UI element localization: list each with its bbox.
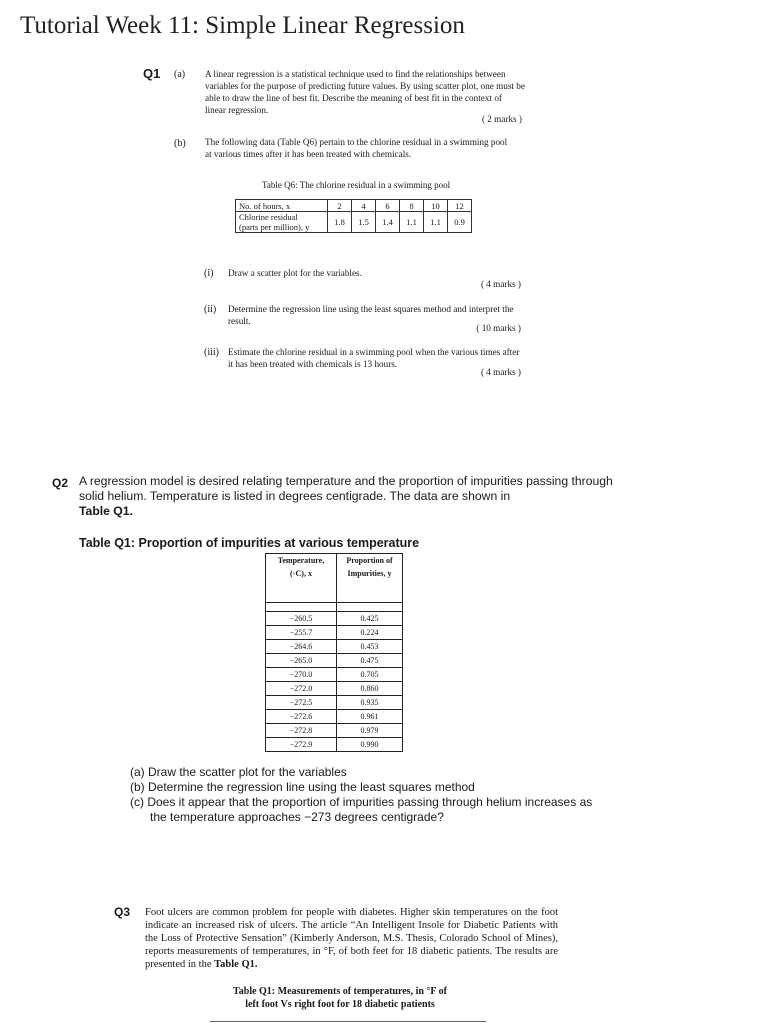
- q6-row-hours: [236, 200, 472, 212]
- temperature-cell: −260.5: [266, 612, 337, 626]
- q6-x-cell: 12: [448, 200, 472, 212]
- impurities-row: [266, 626, 403, 640]
- impurities-row: [266, 640, 403, 654]
- impurity-cell: 0.705: [337, 668, 403, 682]
- impurities-row: [266, 612, 403, 626]
- temperature-cell: −264.6: [266, 640, 337, 654]
- q6-row-residual: [236, 212, 472, 233]
- q2-items: [130, 765, 592, 825]
- q1b-marker: (b): [174, 138, 186, 149]
- q6-table-caption: Table Q6: The chlorine residual in a swimming pool: [262, 180, 451, 190]
- q2-table-caption: Table Q1: Proportion of impurities at various temperature: [79, 536, 420, 550]
- q3-table-caption: [190, 985, 490, 1011]
- temperature-header: [266, 554, 337, 603]
- q2-item-a: (a) Draw the scatter plot for the variables: [130, 765, 347, 779]
- q6-x-cell: 10: [424, 200, 448, 212]
- q2-text: [79, 474, 639, 519]
- impurities-header-line2: Impurities, y: [347, 569, 392, 578]
- temperature-cell: −272.6: [266, 710, 337, 724]
- impurities-row: [266, 724, 403, 738]
- q1b-ii-marks: ( 10 marks ): [476, 323, 521, 333]
- impurity-cell: 0.961: [337, 710, 403, 724]
- q6-x-cell: 2: [328, 200, 352, 212]
- q1b-i-marks: ( 4 marks ): [480, 279, 521, 289]
- q1b-iii-text: Estimate the chlorine residual in a swimming pool when the various times after it has been treated with chemicals is 13 hours.: [228, 347, 520, 369]
- impurity-cell: 0.425: [337, 612, 403, 626]
- impurities-row: [266, 738, 403, 752]
- q6-x-cell: 4: [352, 200, 376, 212]
- q6-y-cell: 1.8: [328, 212, 352, 233]
- q2-text-body: A regression model is desired relating temperature and the proportion of impurities passing through solid helium. Temperature is listed in degrees centigrade. The data are shown in: [79, 474, 613, 503]
- q2-item-c: (c) Does it appear that the proportion of impurities passing through helium increases as: [130, 795, 593, 809]
- q6-y-cell: 1.4: [376, 212, 400, 233]
- q3-text: [145, 906, 558, 971]
- impurity-cell: 0.860: [337, 682, 403, 696]
- temperature-cell: −272.5: [266, 696, 337, 710]
- temperature-cell: −272.9: [266, 738, 337, 752]
- q1a-marker: (a): [174, 69, 186, 80]
- q1b-ii-text: Determine the regression line using the least squares method and interpret the result.: [228, 304, 514, 326]
- q3-caption-line1: Table Q1: Measurements of temperatures, in °F of: [233, 986, 447, 997]
- temperature-cell: −255.7: [266, 626, 337, 640]
- temperature-header-line1: Temperature,: [277, 556, 325, 565]
- q6-hours-label: No. of hours, x: [236, 200, 328, 212]
- impurity-cell: 0.935: [337, 696, 403, 710]
- table-top-rule: [210, 1021, 486, 1022]
- impurities-header-line1: Proportion of: [346, 556, 393, 565]
- temperature-cell: −272.0: [266, 682, 337, 696]
- impurity-cell: 0.990: [337, 738, 403, 752]
- q6-y-cell: 0.9: [448, 212, 472, 233]
- q3-label: Q3: [114, 905, 131, 919]
- page-title: Tutorial Week 11: Simple Linear Regression: [20, 12, 465, 39]
- q1b-iii-marker: (iii): [204, 347, 219, 358]
- temperature-cell: −265.0: [266, 654, 337, 668]
- impurities-row: [266, 654, 403, 668]
- q2-item-c-cont: the temperature approaches −273 degrees centigrade?: [150, 810, 444, 824]
- q6-x-cell: 6: [376, 200, 400, 212]
- impurities-spacer-row: [266, 603, 403, 612]
- q3-table-ref: Table Q1.: [214, 959, 258, 970]
- q2-item-b: (b) Determine the regression line using the least squares method: [130, 780, 475, 794]
- q1b-i-text: Draw a scatter plot for the variables.: [228, 268, 362, 278]
- impurity-cell: 0.475: [337, 654, 403, 668]
- q1b-text: The following data (Table Q6) pertain to the chlorine residual in a swimming pool at various times after it has been treated with chemicals.: [205, 137, 508, 159]
- q6-residual-label-line1: Chlorine residual: [239, 212, 298, 222]
- q6-y-cell: 1.1: [424, 212, 448, 233]
- q1a-marks: ( 2 marks ): [481, 114, 522, 124]
- impurity-cell: 0.979: [337, 724, 403, 738]
- impurities-row: [266, 710, 403, 724]
- q6-residual-label-line2: (parts per million), y: [239, 222, 310, 232]
- q6-table: [235, 199, 472, 233]
- temperature-cell: −270.0: [266, 668, 337, 682]
- impurity-cell: 0.453: [337, 640, 403, 654]
- q6-residual-label: [236, 212, 328, 233]
- impurity-cell: 0.224: [337, 626, 403, 640]
- q6-y-cell: 1.1: [400, 212, 424, 233]
- q1-label: Q1: [143, 66, 161, 81]
- q6-x-cell: 8: [400, 200, 424, 212]
- q1b-iii-marks: ( 4 marks ): [480, 367, 521, 377]
- q2-label: Q2: [52, 476, 69, 490]
- q3-caption-line2: left foot Vs right foot for 18 diabetic patients: [245, 999, 435, 1010]
- q1b-ii-marker: (ii): [204, 304, 217, 315]
- impurities-header: [337, 554, 403, 603]
- q3-text-body: Foot ulcers are common problem for people with diabetes. Higher skin temperatures on the foot indicate an increased risk of ulcers. The article “An Intelligent Insole for Diabetic Patients with the Loss of Protective Sensation” (Kimberly Anderson, M.S. Thesis, Colorado School of Mines), reports measurements of temperatures, in °F, of both feet for 18 diabetic patients. The results are presented in the: [145, 907, 558, 970]
- impurities-table: [265, 553, 403, 752]
- impurities-header-row: [266, 554, 403, 603]
- q2-table-ref: Table Q1.: [79, 504, 133, 518]
- impurities-row: [266, 696, 403, 710]
- q6-y-cell: 1.5: [352, 212, 376, 233]
- temperature-cell: −272.8: [266, 724, 337, 738]
- impurities-row: [266, 682, 403, 696]
- impurities-row: [266, 668, 403, 682]
- q1b-i-marker: (i): [204, 268, 214, 279]
- q1a-text: A linear regression is a statistical technique used to find the relationships between variables for the purpose of predicting future values. By using scatter plot, one must be able to draw the line of best fit. Describe the meaning of best fit in the context of linear regression.: [205, 69, 525, 115]
- temperature-header-line2: (◦C), x: [290, 569, 312, 578]
